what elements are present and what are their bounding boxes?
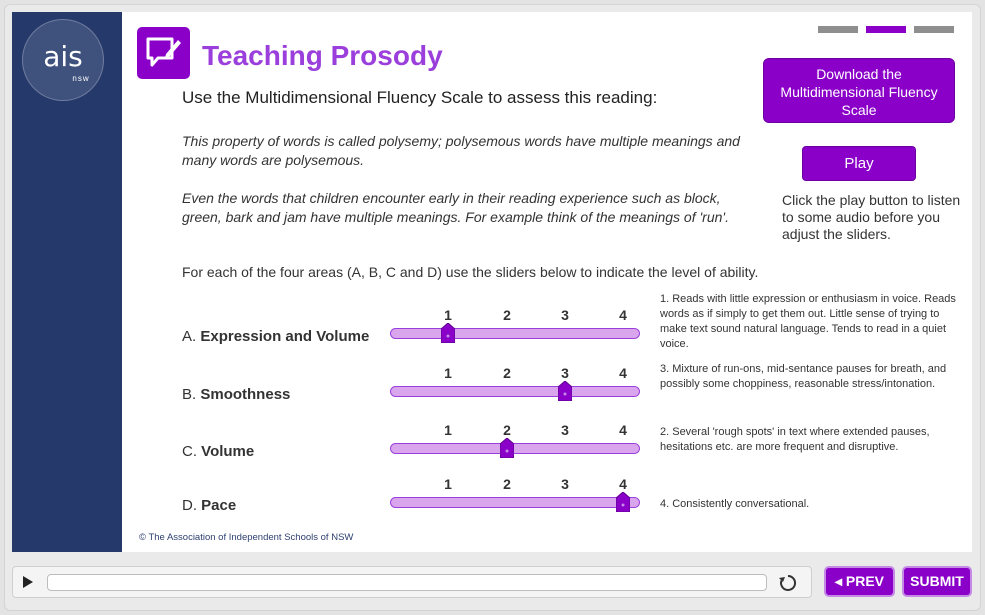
instruction-text: Use the Multidimensional Fluency Scale to assess this reading: [182, 88, 658, 107]
slider-tick-label: 4 [619, 307, 627, 323]
prev-button[interactable]: ◂ PREV [824, 566, 895, 597]
replay-icon[interactable] [778, 573, 798, 593]
slider-tick-label: 3 [561, 307, 569, 323]
slider-row [182, 307, 662, 367]
slider-tick-label: 1 [444, 365, 452, 381]
seek-bar[interactable] [47, 574, 767, 591]
slider-tick-label: 4 [619, 476, 627, 492]
slider-letter: D. [182, 497, 197, 514]
paragraph-examples: Even the words that children encounter early in their reading experience such as block, green, bark and jam have multiple meanings. For example think of the meanings of 'run'. [182, 190, 729, 225]
slider-thumb[interactable] [558, 381, 572, 399]
slider-area-name: Volume [201, 443, 255, 460]
slider-row [182, 476, 662, 536]
slider-tick-label: 2 [503, 476, 511, 492]
page-title: Teaching Prosody [202, 40, 443, 71]
download-scale-button[interactable]: Download the Multidimensional Fluency Scale [763, 58, 955, 123]
slider-tick-label: 3 [561, 365, 569, 381]
slider-tick-label: 1 [444, 422, 452, 438]
media-controls [12, 566, 812, 598]
slider-track[interactable] [390, 386, 640, 397]
progress-step [914, 26, 954, 33]
slider-row [182, 365, 662, 425]
slider-label [182, 497, 236, 514]
slider-tick-label: 4 [619, 365, 627, 381]
slider-track[interactable] [390, 443, 640, 454]
slider-label [182, 328, 369, 345]
slider-area-name: Smoothness [200, 386, 291, 403]
paragraph-polysemy: This property of words is called polysemy; polysemous words have multiple meanings and many words are polysemous. [182, 133, 740, 168]
slider-tick-label: 3 [561, 422, 569, 438]
slider-description: 2. Several 'rough spots' in text where extended pauses, hesitations etc. are more frequent and disruptive. [660, 426, 930, 453]
slide [12, 12, 972, 552]
slider-track[interactable] [390, 497, 640, 508]
slider-letter: B. [182, 386, 197, 403]
slider-letter: A. [182, 328, 197, 345]
ais-logo [22, 19, 104, 101]
play-audio-button[interactable]: Play [802, 146, 916, 181]
slider-tick-label: 2 [503, 307, 511, 323]
sidebar [12, 12, 122, 552]
slider-thumb[interactable] [616, 492, 630, 510]
play-note: Click the play button to listen to some audio before you adjust the sliders. [782, 192, 961, 242]
slider-tick-label: 1 [444, 307, 452, 323]
slider-label [182, 386, 290, 403]
slider-thumb[interactable] [500, 438, 514, 456]
slider-tick-label: 2 [503, 365, 511, 381]
slider-tick-label: 1 [444, 476, 452, 492]
edit-note-icon [137, 27, 190, 79]
slider-tick-label: 2 [503, 422, 511, 438]
areas-instruction: For each of the four areas (A, B, C and D) use the sliders below to indicate the level of ability. [182, 264, 759, 280]
progress-step [818, 26, 858, 33]
slider-description: 4. Consistently conversational. [660, 498, 810, 510]
copyright: © The Association of Independent Schools of NSW [139, 532, 354, 543]
slider-area-name: Pace [201, 497, 237, 514]
slider-thumb[interactable] [441, 323, 455, 341]
logo-text: ais [43, 40, 83, 73]
slider-tick-label: 4 [619, 422, 627, 438]
slider-track[interactable] [390, 328, 640, 339]
slider-area-name: Expression and Volume [200, 328, 370, 345]
slider-label [182, 443, 254, 460]
slider-tick-label: 3 [561, 476, 569, 492]
slider-description: 3. Mixture of run-ons, mid-sentance pauses for breath, and possibly some choppiness, reasonable stress/intonation. [660, 363, 947, 390]
slider-row [182, 422, 662, 482]
play-icon[interactable] [23, 576, 33, 588]
slider-letter: C. [182, 443, 197, 460]
submit-button[interactable]: SUBMIT [902, 566, 972, 597]
logo-subtext: nsw [72, 74, 90, 83]
slider-description: 1. Reads with little expression or enthusiasm in voice. Reads words as if simply to get them out. Little sense of trying to make text sound natural language. Tends to read in a quiet voice. [660, 293, 956, 350]
progress-step-active [866, 26, 906, 33]
